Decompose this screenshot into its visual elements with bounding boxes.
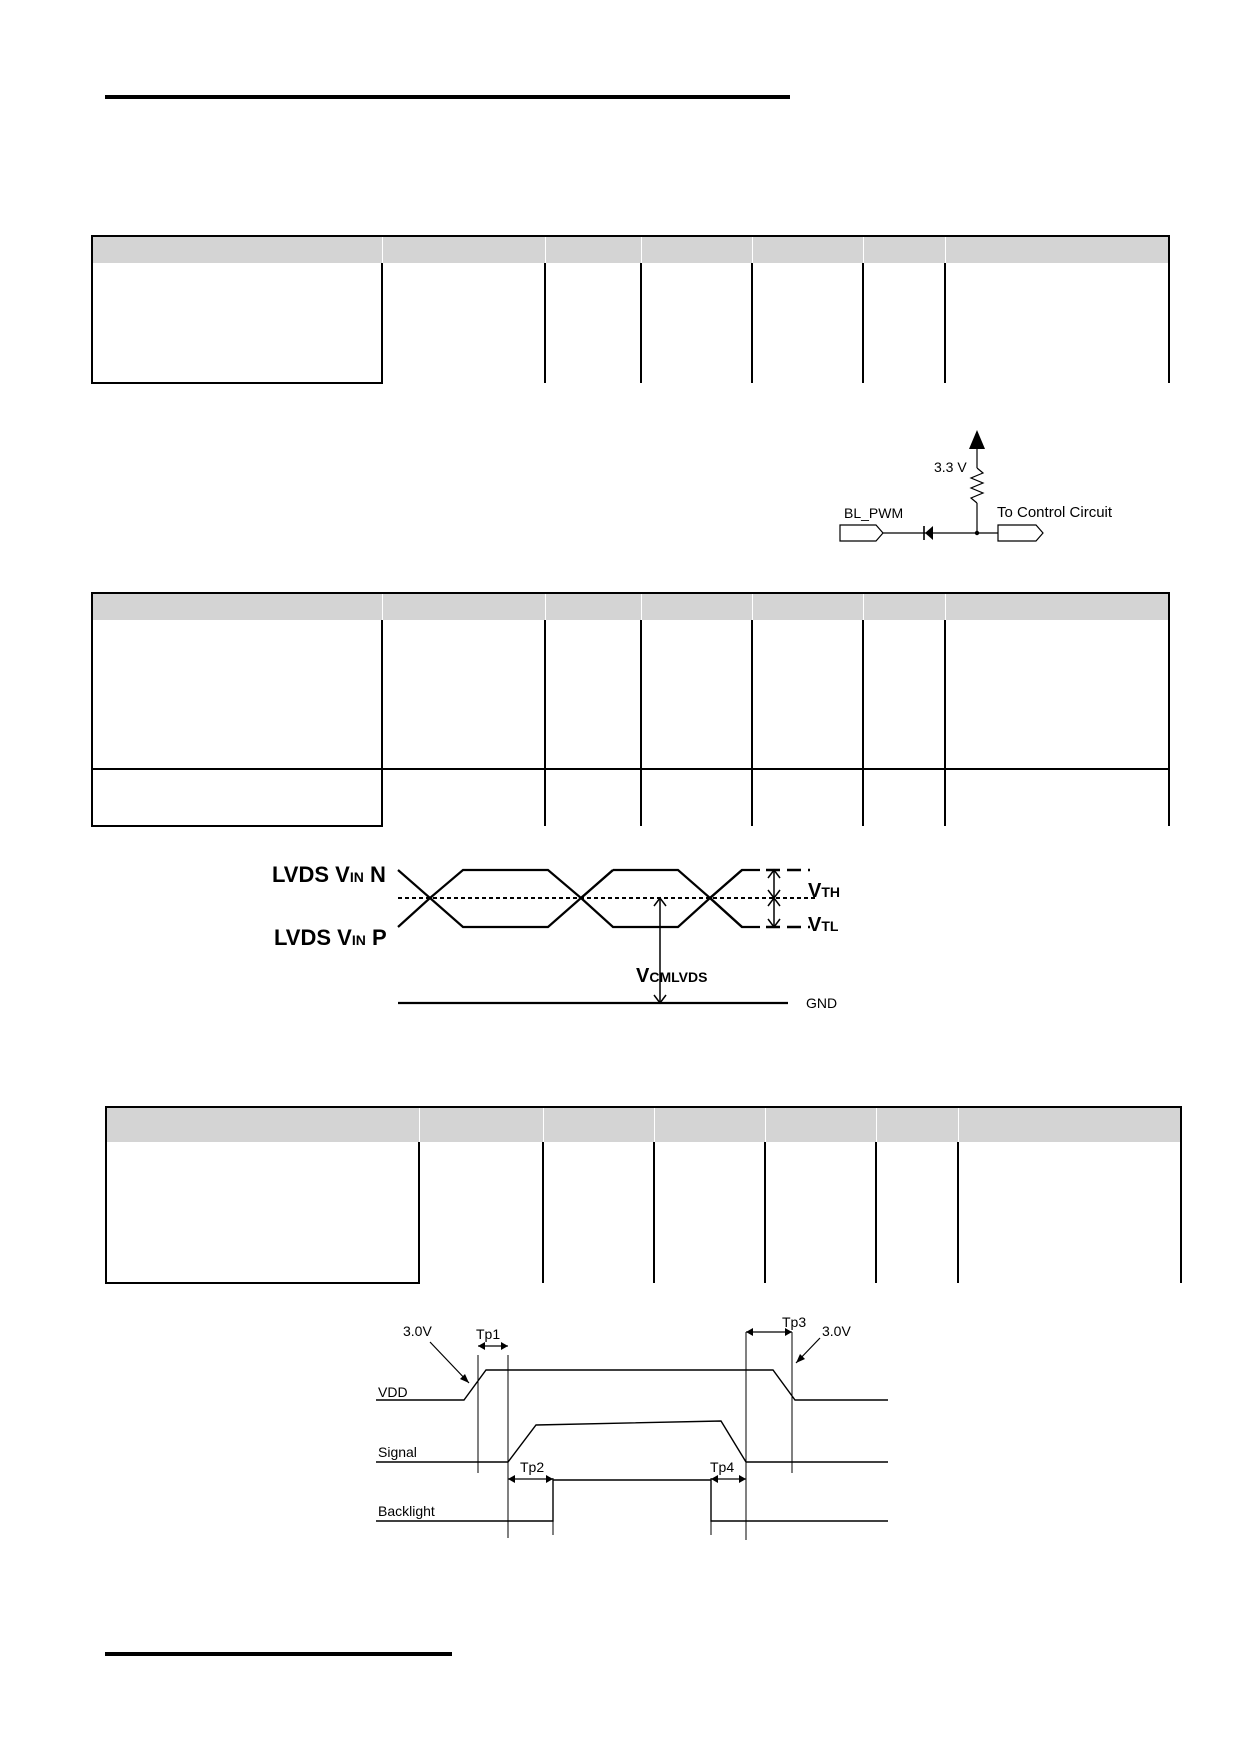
output-label: To Control Circuit bbox=[997, 504, 1113, 521]
table-row bbox=[92, 769, 1169, 826]
footer-rule bbox=[105, 1652, 452, 1656]
signal-label: Signal bbox=[378, 1444, 417, 1460]
spec-table-1 bbox=[91, 235, 1170, 384]
table-row bbox=[92, 620, 1169, 675]
spec-table-3 bbox=[105, 1106, 1182, 1284]
diode-icon bbox=[925, 526, 933, 540]
lvds-vin-p-label: LVDS VIN P bbox=[274, 925, 387, 950]
table-row bbox=[92, 675, 1169, 769]
table-row bbox=[106, 1142, 1181, 1283]
backlight-pwm-circuit bbox=[830, 428, 1130, 548]
bl-pwm-label: BL_PWM bbox=[844, 505, 904, 521]
input-port-symbol bbox=[840, 525, 883, 541]
vcm-lvds-label: VCMLVDS bbox=[636, 965, 708, 987]
vdd-label: VDD bbox=[378, 1384, 408, 1400]
tp1-label: Tp1 bbox=[476, 1326, 501, 1342]
fall-voltage-label: 3.0V bbox=[822, 1323, 851, 1339]
supply-arrow-icon bbox=[969, 430, 985, 449]
table-row bbox=[92, 263, 1169, 383]
resistor-symbol bbox=[971, 468, 983, 503]
output-port-symbol bbox=[998, 525, 1043, 541]
lvds-eye-pattern bbox=[398, 870, 760, 927]
table-header-row bbox=[92, 593, 1169, 620]
rise-voltage-label: 3.0V bbox=[403, 1323, 432, 1339]
lvds-signal-diagram bbox=[260, 858, 860, 1018]
backlight-waveform bbox=[376, 1480, 888, 1521]
power-sequence-diagram bbox=[370, 1310, 900, 1540]
spec-table-2 bbox=[91, 592, 1170, 827]
backlight-label: Backlight bbox=[378, 1503, 435, 1519]
vth-label: VTH bbox=[808, 880, 841, 902]
table-header-row bbox=[106, 1107, 1181, 1142]
lvds-vin-n-label: LVDS VIN N bbox=[272, 862, 386, 887]
vdd-waveform bbox=[376, 1370, 888, 1400]
header-rule bbox=[105, 95, 790, 99]
tp4-label: Tp4 bbox=[710, 1459, 735, 1475]
gnd-label: GND bbox=[806, 995, 838, 1011]
vtl-label: VTL bbox=[808, 914, 839, 936]
tp3-label: Tp3 bbox=[782, 1314, 807, 1330]
supply-voltage-label: 3.3 V bbox=[934, 459, 967, 475]
signal-waveform bbox=[376, 1421, 888, 1462]
tp2-label: Tp2 bbox=[520, 1459, 545, 1475]
table-header-row bbox=[92, 236, 1169, 263]
